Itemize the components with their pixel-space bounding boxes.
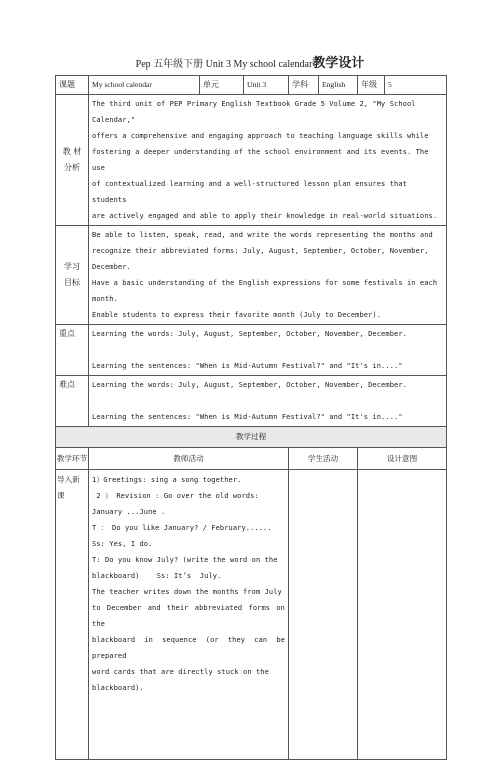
process-columns-row [56, 448, 447, 470]
title-prefix: Pep 五年级下册 Unit 3 My school calendar [135, 59, 313, 70]
teacher-line: blackboard in sequence (or they can be prepared [92, 636, 285, 660]
key-points-words: Learning the words: July, August, September, October, November, December. [92, 330, 407, 338]
teacher-line: Ss: Yes, I do. [92, 540, 153, 548]
objectives-text [89, 226, 447, 325]
col-student: 学生活动 [289, 448, 358, 470]
difficulties-text [89, 376, 447, 427]
objective-line: month. [92, 295, 118, 303]
analysis-line: of contextualized learning and a well-structured lesson plan ensures that students [92, 180, 407, 204]
student-activity [289, 470, 358, 760]
key-points-sentences: Learning the sentences: "When is Mid-Autumn Festival?" and "It's in...." [92, 362, 403, 370]
objective-line: December. [92, 263, 131, 271]
analysis-line: are actively engaged and able to apply their knowledge in real-world situations. [92, 212, 438, 220]
stage-intro: 导入新课 [56, 470, 89, 760]
key-points-label: 重点 [56, 325, 89, 376]
topic-label: 课题 [56, 76, 89, 95]
teacher-line: blackboard). [92, 684, 144, 692]
difficulties-words: Learning the words: July, August, September, October, November, December. [92, 381, 407, 389]
analysis-text [89, 95, 447, 226]
difficulties-row [56, 376, 447, 427]
teacher-line: word cards that are directly stuck on the [92, 668, 269, 676]
design-intent [358, 470, 447, 760]
objectives-row [56, 226, 447, 325]
subject-label: 学科 [289, 76, 319, 95]
objectives-label-line-2: 目标 [64, 278, 80, 287]
col-stage: 教学环节 [56, 448, 89, 470]
teacher-line: The teacher writes down the months from July [92, 588, 282, 596]
analysis-row [56, 95, 447, 226]
difficulties-sentences: Learning the sentences: "When is Mid-Autumn Festival?" and "It's in...." [92, 413, 403, 421]
objective-line: Have a basic understanding of the English expressions for some festivals in each [92, 279, 438, 287]
topic-value: My school calendar [89, 76, 200, 95]
teacher-line: blackboard) Ss: It’s July. [92, 572, 222, 580]
teacher-line: T: Do you know July? (write the word on the [92, 556, 278, 564]
teacher-line: T ： Do you like January? / February...... [92, 524, 272, 532]
process-heading: 教学过程 [56, 427, 447, 448]
unit-value: Unit 3 [244, 76, 289, 95]
key-points-row [56, 325, 447, 376]
process-row-intro [56, 470, 447, 760]
teacher-line: 1）Greetings: sing a song together. [92, 476, 242, 484]
teacher-line: to December and their abbreviated forms on the [92, 604, 285, 628]
spacer [92, 342, 443, 358]
objectives-label-line-1: 学习 [64, 262, 80, 271]
teacher-line: January ...June . [92, 508, 166, 516]
analysis-label-line-2: 分析 [64, 163, 80, 172]
analysis-label-line-1: 教 材 [62, 147, 82, 156]
title-suffix: 教学设计 [312, 56, 365, 71]
grade-value: 5 [385, 76, 447, 95]
analysis-line: offers a comprehensive and engaging approach to teaching language skills while [92, 132, 429, 140]
header-row [56, 76, 447, 95]
document-title [0, 52, 500, 71]
teacher-line: 2 ） Revision : Go over the old words: [92, 492, 259, 500]
unit-label: 单元 [200, 76, 244, 95]
lesson-plan-table [55, 75, 447, 760]
analysis-label [56, 95, 89, 226]
subject-value: English [319, 76, 358, 95]
teacher-activity [89, 470, 289, 760]
key-points-text [89, 325, 447, 376]
col-teacher: 教师活动 [89, 448, 289, 470]
objective-line: Enable students to express their favorite month (July to December). [92, 311, 382, 319]
objectives-label [56, 226, 89, 325]
analysis-line: The third unit of PEP Primary English Textbook Grade 5 Volume 2, "My School Calendar," [92, 100, 416, 124]
grade-label: 年级 [358, 76, 385, 95]
analysis-line: fostering a deeper understanding of the school environment and its events. The use [92, 148, 429, 172]
col-intent: 设计意图 [358, 448, 447, 470]
objective-line: Be able to listen, speak, read, and write the words representing the months and [92, 231, 433, 239]
difficulties-label: 难点 [56, 376, 89, 427]
spacer [92, 393, 443, 409]
objective-line: recognize their abbreviated forms: July, August, September, October, November, [92, 247, 429, 255]
process-heading-row [56, 427, 447, 448]
